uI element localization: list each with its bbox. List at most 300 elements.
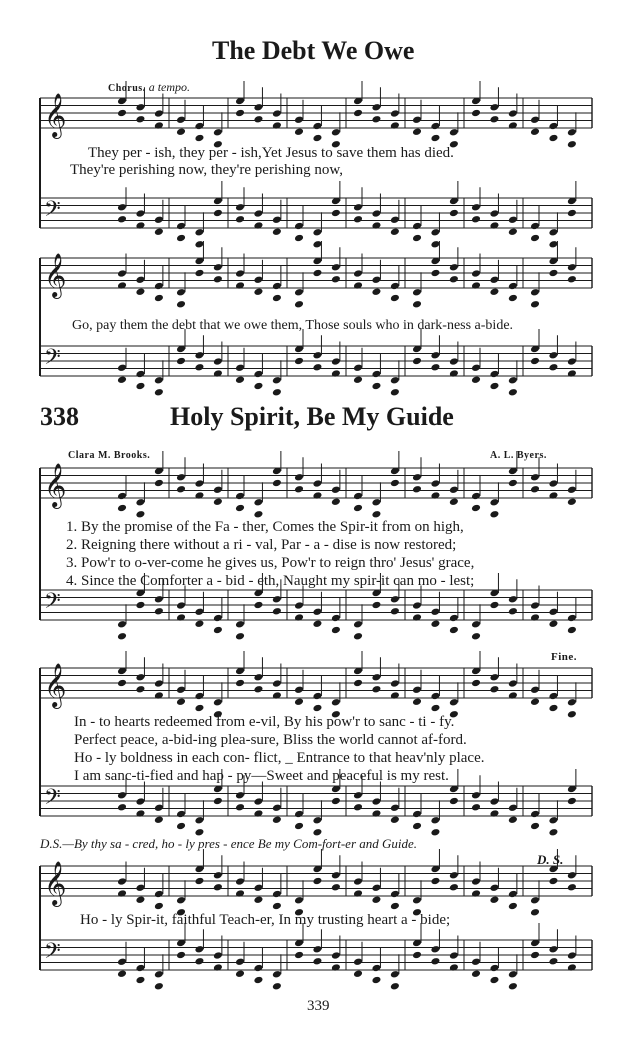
notehead bbox=[294, 473, 304, 482]
notehead bbox=[508, 803, 518, 812]
notehead bbox=[390, 982, 400, 991]
notehead bbox=[567, 263, 577, 272]
notehead bbox=[135, 895, 145, 904]
notehead bbox=[272, 294, 282, 303]
notehead bbox=[430, 816, 440, 825]
notehead bbox=[548, 828, 558, 837]
notehead bbox=[213, 263, 223, 272]
notehead bbox=[194, 619, 204, 628]
hymn-number: 338 bbox=[40, 402, 79, 431]
notehead bbox=[412, 685, 422, 694]
notehead bbox=[530, 222, 540, 231]
notehead bbox=[331, 209, 341, 218]
notehead bbox=[294, 896, 304, 905]
notehead bbox=[135, 275, 145, 284]
notehead bbox=[253, 370, 263, 379]
notehead bbox=[353, 269, 363, 278]
notehead bbox=[117, 504, 127, 513]
notehead bbox=[530, 951, 540, 960]
notehead bbox=[530, 485, 540, 494]
notehead bbox=[294, 288, 304, 297]
notehead bbox=[353, 620, 363, 629]
verse-2-line-a: 2. Reigning there without a ri - val, Par - a - dise is now restored; bbox=[66, 537, 457, 553]
notehead bbox=[567, 209, 577, 218]
verse-1-line-a: 1. By the promise of the Fa - ther, Comes the Spir-it from on high, bbox=[66, 519, 464, 535]
notehead bbox=[471, 791, 481, 800]
treble-clef-icon: 𝄞 bbox=[44, 663, 67, 707]
notehead bbox=[489, 673, 499, 682]
notehead bbox=[430, 269, 440, 278]
notehead bbox=[471, 957, 481, 966]
notehead bbox=[253, 103, 263, 112]
notehead bbox=[312, 269, 322, 278]
notehead bbox=[154, 902, 164, 911]
notehead bbox=[135, 601, 145, 610]
notehead bbox=[294, 115, 304, 124]
notehead bbox=[135, 209, 145, 218]
notehead bbox=[253, 673, 263, 682]
verse-4-line-b: I am sanc-ti-fied and hap - py—Sweet and peaceful is my rest. bbox=[74, 768, 449, 784]
notehead bbox=[449, 698, 459, 707]
notehead bbox=[253, 964, 263, 973]
notehead bbox=[176, 357, 186, 366]
notehead bbox=[331, 626, 341, 635]
notehead bbox=[489, 382, 499, 391]
notehead bbox=[371, 275, 381, 284]
notehead bbox=[530, 908, 540, 917]
notehead bbox=[449, 128, 459, 137]
ds-refrain-line: D.S.—By thy sa - cred, ho - ly pres - ence Be my Com-fort-er and Guide. bbox=[40, 836, 418, 851]
notehead bbox=[449, 357, 459, 366]
notehead bbox=[213, 275, 223, 284]
notehead bbox=[235, 957, 245, 966]
notehead bbox=[312, 816, 322, 825]
notehead bbox=[331, 951, 341, 960]
notehead bbox=[253, 498, 263, 507]
notehead bbox=[412, 115, 422, 124]
notehead bbox=[331, 263, 341, 272]
notehead bbox=[135, 115, 145, 124]
notehead bbox=[312, 692, 322, 701]
notehead bbox=[412, 601, 422, 610]
notehead bbox=[567, 140, 577, 149]
hymn-title: Holy Spirit, Be My Guide bbox=[170, 402, 454, 431]
notehead bbox=[449, 275, 459, 284]
notehead bbox=[117, 877, 127, 886]
notehead bbox=[135, 673, 145, 682]
notehead bbox=[176, 288, 186, 297]
notehead bbox=[235, 109, 245, 118]
notehead bbox=[449, 951, 459, 960]
notehead bbox=[530, 822, 540, 831]
notehead bbox=[154, 803, 164, 812]
notehead bbox=[154, 970, 164, 979]
treble-clef-icon: 𝄞 bbox=[44, 93, 67, 137]
notehead bbox=[294, 485, 304, 494]
notehead bbox=[412, 485, 422, 494]
notehead bbox=[353, 203, 363, 212]
notehead bbox=[390, 388, 400, 397]
notehead bbox=[548, 607, 558, 616]
notehead bbox=[530, 896, 540, 905]
notehead bbox=[154, 215, 164, 224]
notehead bbox=[390, 890, 400, 899]
notehead bbox=[253, 895, 263, 904]
notehead bbox=[135, 382, 145, 391]
notehead bbox=[176, 822, 186, 831]
verses-block-a bbox=[66, 519, 474, 591]
notehead bbox=[331, 797, 341, 806]
notehead bbox=[176, 222, 186, 231]
notehead bbox=[412, 697, 422, 706]
notehead bbox=[253, 797, 263, 806]
fine-mark: Fine. bbox=[551, 651, 578, 663]
notehead bbox=[253, 510, 263, 519]
bass-clef-icon: 𝄢 bbox=[44, 345, 61, 375]
notehead bbox=[135, 498, 145, 507]
notehead bbox=[430, 877, 440, 886]
notehead bbox=[471, 679, 481, 688]
notehead bbox=[272, 902, 282, 911]
notehead bbox=[331, 871, 341, 880]
notehead bbox=[213, 797, 223, 806]
notehead bbox=[412, 127, 422, 136]
notehead bbox=[235, 877, 245, 886]
notehead bbox=[235, 632, 245, 641]
notehead bbox=[117, 109, 127, 118]
notehead bbox=[235, 203, 245, 212]
notehead bbox=[390, 607, 400, 616]
notehead bbox=[390, 282, 400, 291]
notehead bbox=[548, 619, 558, 628]
notehead bbox=[117, 957, 127, 966]
notehead bbox=[117, 791, 127, 800]
notehead bbox=[312, 607, 322, 616]
notehead bbox=[194, 122, 204, 131]
notehead bbox=[371, 510, 381, 519]
notehead bbox=[430, 945, 440, 954]
notehead bbox=[489, 895, 499, 904]
notehead bbox=[548, 945, 558, 954]
notehead bbox=[430, 607, 440, 616]
notehead bbox=[489, 103, 499, 112]
notehead bbox=[154, 376, 164, 385]
notehead bbox=[235, 791, 245, 800]
notehead bbox=[371, 103, 381, 112]
notehead bbox=[294, 222, 304, 231]
notehead bbox=[471, 375, 481, 384]
notehead bbox=[235, 504, 245, 513]
notehead bbox=[449, 883, 459, 892]
notehead bbox=[471, 203, 481, 212]
notehead bbox=[235, 969, 245, 978]
notehead bbox=[253, 209, 263, 218]
notehead bbox=[471, 215, 481, 224]
notehead bbox=[567, 497, 577, 506]
notehead bbox=[412, 234, 422, 243]
notehead bbox=[312, 704, 322, 713]
notehead bbox=[530, 234, 540, 243]
notehead bbox=[567, 871, 577, 880]
notehead bbox=[331, 698, 341, 707]
bass-clef-icon: 𝄢 bbox=[44, 785, 61, 815]
notehead bbox=[194, 363, 204, 372]
notehead bbox=[176, 685, 186, 694]
notehead bbox=[567, 698, 577, 707]
notehead bbox=[194, 479, 204, 488]
notehead bbox=[548, 704, 558, 713]
notehead bbox=[489, 498, 499, 507]
notehead bbox=[253, 976, 263, 985]
notehead bbox=[567, 883, 577, 892]
notehead bbox=[508, 607, 518, 616]
notehead bbox=[430, 351, 440, 360]
notehead bbox=[253, 115, 263, 124]
notehead bbox=[117, 679, 127, 688]
notehead bbox=[194, 957, 204, 966]
notehead bbox=[530, 685, 540, 694]
notehead bbox=[272, 607, 282, 616]
notehead bbox=[471, 803, 481, 812]
notehead bbox=[253, 287, 263, 296]
notehead bbox=[530, 288, 540, 297]
notehead bbox=[253, 883, 263, 892]
notehead bbox=[294, 951, 304, 960]
notehead bbox=[471, 877, 481, 886]
notehead bbox=[213, 951, 223, 960]
notehead bbox=[371, 883, 381, 892]
notehead bbox=[353, 109, 363, 118]
notehead bbox=[412, 300, 422, 309]
notehead bbox=[272, 215, 282, 224]
song-title: The Debt We Owe bbox=[212, 36, 415, 65]
notehead bbox=[489, 976, 499, 985]
notehead bbox=[489, 685, 499, 694]
notehead bbox=[371, 895, 381, 904]
ds-mark: D. S. bbox=[537, 852, 564, 867]
notehead bbox=[353, 803, 363, 812]
notehead bbox=[353, 957, 363, 966]
notehead bbox=[430, 228, 440, 237]
notehead bbox=[331, 883, 341, 892]
bass-clef-icon: 𝄢 bbox=[44, 197, 61, 227]
notehead bbox=[194, 945, 204, 954]
notehead bbox=[294, 300, 304, 309]
notehead bbox=[117, 203, 127, 212]
notehead bbox=[176, 601, 186, 610]
notehead bbox=[371, 370, 381, 379]
notehead bbox=[135, 103, 145, 112]
notehead bbox=[412, 222, 422, 231]
notehead bbox=[253, 275, 263, 284]
notehead bbox=[312, 363, 322, 372]
notehead bbox=[449, 263, 459, 272]
notehead bbox=[253, 685, 263, 694]
notehead bbox=[430, 957, 440, 966]
notehead bbox=[176, 234, 186, 243]
notehead bbox=[353, 215, 363, 224]
notehead bbox=[390, 815, 400, 824]
notehead bbox=[194, 816, 204, 825]
notehead bbox=[508, 815, 518, 824]
notehead bbox=[272, 227, 282, 236]
notehead bbox=[272, 282, 282, 291]
notehead bbox=[449, 209, 459, 218]
treble-clef-icon: 𝄞 bbox=[44, 463, 67, 507]
notehead bbox=[213, 698, 223, 707]
notehead bbox=[213, 614, 223, 623]
notehead bbox=[449, 485, 459, 494]
notehead bbox=[489, 115, 499, 124]
notehead bbox=[312, 122, 322, 131]
notehead bbox=[390, 970, 400, 979]
notehead bbox=[272, 890, 282, 899]
notehead bbox=[135, 964, 145, 973]
notehead bbox=[530, 601, 540, 610]
notehead bbox=[530, 697, 540, 706]
notehead bbox=[371, 976, 381, 985]
notehead bbox=[194, 692, 204, 701]
notehead bbox=[294, 685, 304, 694]
notehead bbox=[213, 497, 223, 506]
notehead bbox=[117, 803, 127, 812]
notehead bbox=[117, 269, 127, 278]
notehead bbox=[117, 215, 127, 224]
notehead bbox=[489, 287, 499, 296]
bass-clef-icon: 𝄢 bbox=[44, 589, 61, 619]
notehead bbox=[449, 871, 459, 880]
notehead bbox=[430, 240, 440, 249]
notehead bbox=[272, 376, 282, 385]
notehead bbox=[548, 692, 558, 701]
notehead bbox=[135, 287, 145, 296]
notehead bbox=[489, 370, 499, 379]
notehead bbox=[489, 883, 499, 892]
notehead bbox=[449, 614, 459, 623]
notehead bbox=[567, 710, 577, 719]
notehead bbox=[371, 382, 381, 391]
notehead bbox=[508, 970, 518, 979]
notehead bbox=[508, 479, 518, 488]
notehead bbox=[235, 269, 245, 278]
notehead bbox=[312, 619, 322, 628]
verse-3-line-a: 3. Pow'r to o-ver-come he gives us, Pow'r to reign thro' Jesus' grace, bbox=[66, 555, 475, 571]
notehead bbox=[154, 294, 164, 303]
notehead bbox=[117, 492, 127, 501]
notehead bbox=[471, 269, 481, 278]
notehead bbox=[194, 877, 204, 886]
notehead bbox=[294, 234, 304, 243]
notehead bbox=[213, 485, 223, 494]
notehead bbox=[235, 375, 245, 384]
notehead bbox=[117, 363, 127, 372]
notehead bbox=[272, 595, 282, 604]
notehead bbox=[213, 128, 223, 137]
notehead bbox=[154, 479, 164, 488]
notehead bbox=[312, 351, 322, 360]
notehead bbox=[353, 791, 363, 800]
notehead bbox=[390, 376, 400, 385]
notehead bbox=[412, 896, 422, 905]
page-number: 339 bbox=[307, 998, 330, 1014]
bass-clef-icon: 𝄢 bbox=[44, 939, 61, 969]
notehead bbox=[371, 685, 381, 694]
notehead bbox=[530, 473, 540, 482]
notehead bbox=[154, 607, 164, 616]
notehead bbox=[430, 704, 440, 713]
notehead bbox=[471, 969, 481, 978]
notehead bbox=[508, 388, 518, 397]
notehead bbox=[508, 227, 518, 236]
notehead bbox=[412, 810, 422, 819]
notehead bbox=[294, 697, 304, 706]
notehead bbox=[530, 810, 540, 819]
author-credit: Clara M. Brooks. bbox=[68, 450, 151, 461]
notehead bbox=[449, 497, 459, 506]
notehead bbox=[471, 632, 481, 641]
notehead bbox=[135, 797, 145, 806]
notehead bbox=[371, 209, 381, 218]
notehead bbox=[567, 485, 577, 494]
notehead bbox=[312, 945, 322, 954]
notehead bbox=[430, 363, 440, 372]
notehead bbox=[430, 619, 440, 628]
notehead bbox=[253, 382, 263, 391]
notehead bbox=[294, 810, 304, 819]
notehead bbox=[567, 275, 577, 284]
notehead bbox=[567, 951, 577, 960]
notehead bbox=[272, 479, 282, 488]
notehead bbox=[135, 976, 145, 985]
notehead bbox=[508, 109, 518, 118]
notehead bbox=[489, 964, 499, 973]
notehead bbox=[508, 282, 518, 291]
notehead bbox=[548, 134, 558, 143]
notehead bbox=[390, 215, 400, 224]
notehead bbox=[390, 479, 400, 488]
notehead bbox=[412, 822, 422, 831]
notehead bbox=[213, 357, 223, 366]
chorus-label: Chorus. bbox=[108, 83, 146, 94]
notehead bbox=[390, 595, 400, 604]
notehead bbox=[176, 127, 186, 136]
notehead bbox=[135, 883, 145, 892]
verse-3-line-b: Ho - ly boldness in each con- flict, _ Entrance to that heav'nly place. bbox=[74, 750, 485, 766]
notehead bbox=[430, 479, 440, 488]
notehead bbox=[154, 282, 164, 291]
notehead bbox=[567, 797, 577, 806]
tempo-label: a tempo. bbox=[148, 80, 191, 94]
notehead bbox=[176, 810, 186, 819]
notehead bbox=[176, 115, 186, 124]
notehead bbox=[272, 982, 282, 991]
notehead bbox=[412, 357, 422, 366]
notehead bbox=[508, 890, 518, 899]
notehead bbox=[294, 601, 304, 610]
notehead bbox=[253, 601, 263, 610]
notehead bbox=[213, 883, 223, 892]
notehead bbox=[353, 504, 363, 513]
notehead bbox=[135, 370, 145, 379]
notehead bbox=[567, 614, 577, 623]
notehead bbox=[194, 134, 204, 143]
notehead bbox=[154, 982, 164, 991]
notehead bbox=[489, 797, 499, 806]
notehead bbox=[548, 240, 558, 249]
notehead bbox=[471, 620, 481, 629]
notehead bbox=[331, 485, 341, 494]
notehead bbox=[154, 595, 164, 604]
